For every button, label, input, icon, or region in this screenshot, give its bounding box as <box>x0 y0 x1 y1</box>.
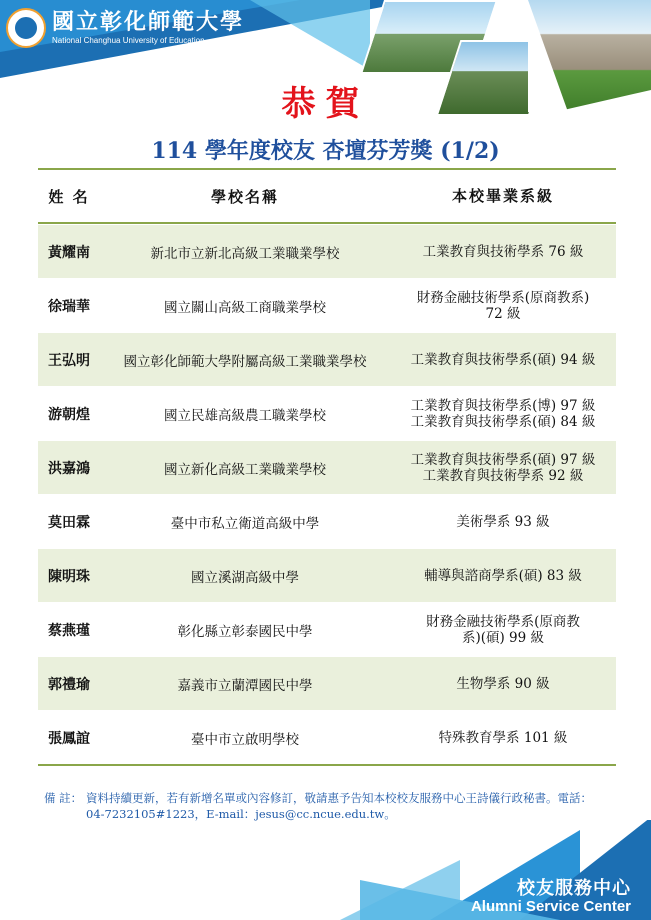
school-name: 國立新化高級工業職業學校 <box>164 461 326 478</box>
table-row <box>38 386 616 440</box>
university-seal-icon <box>6 8 46 48</box>
awardee-name: 洪嘉鴻 <box>48 460 90 477</box>
footnote-text: 資料持續更新，若有新增名單或內容修訂，敬請惠予告知本校校友服務中心王詩儀行政秘書。電話：04-7232105#1223，E-mail：jesus@cc.ncue.edu.tw。 <box>86 791 592 821</box>
school-name: 臺中市立啟明學校 <box>191 731 299 748</box>
university-name-cn: 國立彰化師範大學 <box>52 9 245 35</box>
footnote <box>44 790 609 822</box>
department-class: 美術學系 93 級 <box>456 513 550 530</box>
table-header-row <box>38 170 616 224</box>
school-name: 國立彰化師範大學附屬高級工業職業學校 <box>123 353 367 370</box>
table-row <box>38 224 616 278</box>
awardee-name: 游朝煌 <box>48 406 90 423</box>
department-class: 財務金融技術學系(原商教 系)(碩) 99 級 <box>426 613 580 646</box>
department-class: 工業教育與技術學系(博) 97 級 工業教育與技術學系(碩) 84 級 <box>410 397 596 430</box>
school-name: 嘉義市立蘭潭國民中學 <box>177 677 313 694</box>
university-name-en: National Changhua University of Education <box>52 36 205 45</box>
awardee-name: 王弘明 <box>48 352 90 369</box>
column-header-name: 姓 名 <box>48 187 90 206</box>
table-row <box>38 332 616 386</box>
page-title: 恭賀 <box>281 84 370 124</box>
university-logo <box>6 8 244 48</box>
awardee-name: 黃耀南 <box>48 244 90 261</box>
school-name: 臺中市私立衛道高級中學 <box>170 515 320 532</box>
school-name: 國立溪湖高級中學 <box>191 569 299 586</box>
school-name: 彰化縣立彰泰國民中學 <box>177 623 313 640</box>
footnote-label: 備 註： <box>44 791 83 805</box>
alumni-center-name-en: Alumni Service Center <box>470 898 631 915</box>
school-name: 新北市立新北高級工業職業學校 <box>150 245 340 262</box>
awardee-name: 徐瑞華 <box>48 298 90 315</box>
awardee-name: 蔡燕瑾 <box>48 622 90 639</box>
department-class: 工業教育與技術學系(碩) 94 級 <box>410 351 596 368</box>
awardee-name: 郭禮瑜 <box>48 676 90 693</box>
column-header-school: 學校名稱 <box>210 187 279 206</box>
department-class: 財務金融技術學系(原商教系) 72 級 <box>416 289 590 322</box>
table-row <box>38 278 616 332</box>
school-name: 國立民雄高級農工職業學校 <box>164 407 326 424</box>
department-class: 輔導與諮商學系(碩) 83 級 <box>424 567 582 584</box>
department-class: 特殊教育學系 101 級 <box>438 729 568 746</box>
page-subtitle: 114 學年度校友 杏壇芬芳獎 (1/2) <box>151 138 500 164</box>
department-class: 工業教育與技術學系 76 級 <box>422 243 584 260</box>
department-class: 生物學系 90 級 <box>456 675 550 692</box>
awardee-name: 陳明珠 <box>48 568 90 585</box>
table-row <box>38 602 616 656</box>
page-footer <box>0 820 651 920</box>
awardee-table <box>38 168 616 766</box>
table-row <box>38 710 616 764</box>
column-header-department: 本校畢業系級 <box>451 187 554 205</box>
school-name: 國立關山高級工商職業學校 <box>164 299 326 316</box>
alumni-center-name-cn: 校友服務中心 <box>517 878 631 899</box>
table-row <box>38 440 616 494</box>
table-row <box>38 656 616 710</box>
header-accent-shape <box>250 0 370 70</box>
awardee-name: 莫田霖 <box>48 514 90 531</box>
table-row <box>38 548 616 602</box>
department-class: 工業教育與技術學系(碩) 97 級 工業教育與技術學系 92 級 <box>410 451 596 484</box>
awardee-name: 張鳳誼 <box>48 730 90 747</box>
table-row <box>38 494 616 548</box>
